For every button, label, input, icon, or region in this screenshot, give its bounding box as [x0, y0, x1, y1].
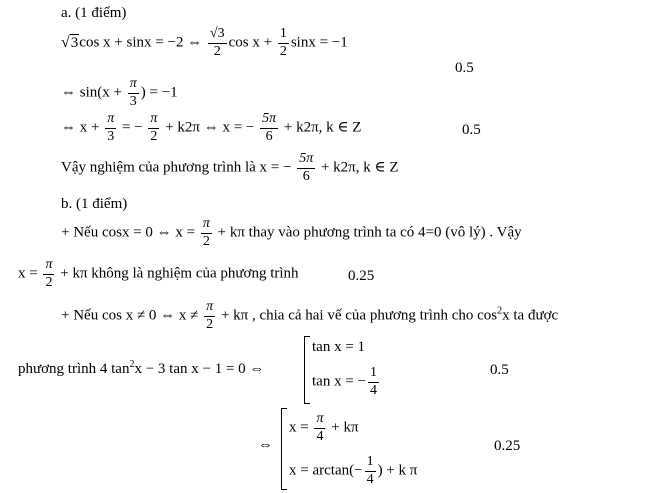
- solution-line-1: x = $\frac{\pi}{4}$ + kπ: [289, 411, 359, 444]
- part-b-heading: b. (1 điểm): [61, 196, 128, 212]
- part-b-equation: phương trình 4 $\tan^2x - 3$ tan x − 1 = 0 ⇔: [18, 359, 265, 377]
- part-b-case-2: + Nếu cos x ≠ 0 ⇔ x ≠ $\frac{\pi}{2}$ + kπ , chia cả hai vế của phương trình cho $\cos^2x$ ta được: [61, 299, 559, 332]
- fraction: $\frac{5\pi}{6}$: [299, 151, 314, 184]
- part-a-heading: a. (1 điểm): [61, 5, 127, 21]
- solution-bracket: [281, 408, 287, 490]
- solution-arrow: ⇔: [258, 437, 273, 453]
- fraction: $\frac{√3}{2}$: [209, 26, 225, 59]
- sqrt-3: √3: [61, 33, 79, 51]
- part-a-equation-3: ⇔ x + $\frac{\pi}{3}$ = − $\frac{\pi}{2}$ + k2π ⇔ x = − $\frac{5\pi}{6}$ + k2π, k ∈ Z: [61, 111, 362, 144]
- score-b3: 0.25: [494, 438, 521, 454]
- fraction: $\frac{\pi}{2}$: [206, 299, 214, 332]
- fraction: $\frac{\pi}{4}$: [316, 411, 324, 444]
- fraction: $\frac{1}{4}$: [366, 454, 374, 487]
- system-bracket: [304, 336, 310, 404]
- score-a1: 0.5: [455, 60, 474, 76]
- part-a-equation-1: √3cos x + sinx = −2 ⇔ $\frac{√3}{2}$ cos x + $\frac{1}{2}$ sinx = −1: [61, 26, 348, 59]
- solution-line-2: x = arctan(− $\frac{1}{4}$ ) + k π: [289, 454, 418, 487]
- fraction: $\frac{\pi}{2}$: [150, 111, 158, 144]
- part-a-conclusion: Vậy nghiệm của phương trình là x = − $\frac{5\pi}{6}$ + k2π, k ∈ Z: [61, 151, 399, 184]
- fraction: $\frac{1}{4}$: [370, 365, 377, 398]
- part-b-case-1: + Nếu cosx = 0 ⇔ x = $\frac{\pi}{2}$ + kπ thay vào phương trình ta có 4=0 (vô lý) . Vậy: [61, 216, 522, 249]
- fraction: $\frac{5\pi}{6}$: [262, 111, 277, 144]
- fraction: $\frac{\pi}{2}$: [45, 257, 53, 290]
- score-a2: 0.5: [462, 122, 481, 138]
- fraction: $\frac{1}{2}$: [279, 26, 287, 59]
- system-line-1: tan x = 1: [312, 339, 366, 355]
- score-b2: 0.5: [490, 362, 509, 378]
- system-line-2: tan x = − $\frac{1}{4}$: [312, 365, 377, 398]
- fraction: $\frac{\pi}{2}$: [202, 216, 210, 249]
- part-a-equation-2: ⇔ sin(x + $\frac{\pi}{3}$ ) = −1: [61, 76, 178, 109]
- score-b1: 0.25: [348, 268, 375, 284]
- part-b-case-1-conclusion: x = $\frac{\pi}{2}$ + kπ không là nghiệm của phương trình: [18, 257, 299, 290]
- fraction: $\frac{\pi}{3}$: [129, 76, 137, 109]
- fraction: $\frac{\pi}{3}$: [107, 111, 115, 144]
